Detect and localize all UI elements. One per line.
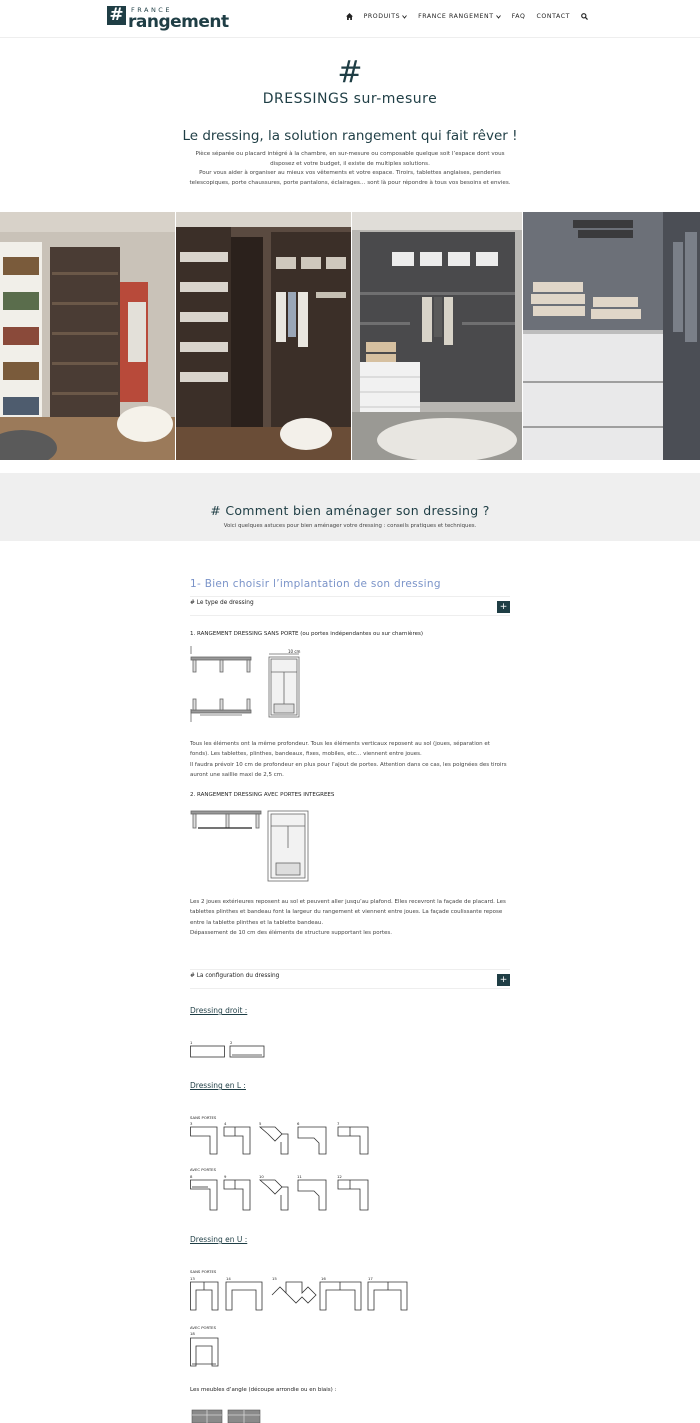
dimension-label: 10 cm [288, 649, 301, 654]
nav-item-produits[interactable]: PRODUITS [364, 13, 408, 20]
gallery-photo-3[interactable] [352, 212, 523, 460]
accordion-label: # Le type de dressing [190, 600, 254, 606]
intro-line-1: Pièce séparée ou placard intégré à la chambre, en sur-mesure ou composable quelque soit l’espace dont vous disposez et votre budget, il existe de multiples solutions. [195, 151, 505, 167]
tips-subtitle: Voici quelques astuces pour bien aménager votre dressing : conseils pratiques et techniques. [223, 523, 477, 529]
logo-small-text: FRANCE [131, 6, 172, 14]
config-number: 12 [337, 1174, 342, 1179]
nav-item-france-rangement[interactable]: FRANCE RANGEMENT [418, 13, 501, 20]
angle-heading: Les meubles d’angle (découpe arrondie ou en biais) : [190, 1387, 337, 1393]
type1-heading: 1. RANGEMENT DRESSING SANS PORTE (ou portes indépendantes ou sur charnières) [190, 631, 423, 637]
search-icon[interactable] [581, 13, 588, 20]
config-number: 6 [297, 1121, 300, 1126]
config-droit-title: Dressing droit : [190, 1006, 248, 1015]
gallery-photo-4[interactable] [523, 212, 700, 460]
type2-text-1: Les 2 joues extérieures reposent au sol et peuvent aller jusqu’au plafond. Elles recevront la façade de placard. Les tablettes plinthes et bandeau font la largeur du rangement et viennent entre joues. La façade coulissante repose entre la tablette plinthes et la tablette bandeau. [190, 899, 506, 926]
diagram-u-sans-portes [190, 1281, 410, 1313]
intro-line-2: Pour vous aider à organiser au mieux vos vêtements et votre espace. Tiroirs, tablettes anglaises, penderies telescopiques, porte chaussures, porte pantalons, éclairages… sont là pour répondre à tous vos besoins et envies. [189, 170, 511, 186]
config-number: 15 [272, 1276, 277, 1281]
config-number: 8 [190, 1174, 193, 1179]
accordion-type-dressing[interactable] [190, 596, 510, 616]
gallery-photo-1[interactable] [0, 212, 175, 460]
config-number: 18 [190, 1331, 195, 1336]
nav-item-faq[interactable]: FAQ [511, 13, 526, 20]
tips-title: # Comment bien aménager son dressing ? [210, 503, 490, 518]
config-subhead: AVEC PORTES [190, 1325, 216, 1330]
type1-text-2: Il faudra prévoir 10 cm de profondeur en plus pour l’ajout de portes. Attention dans ce cas, les poignées des tiroirs auront une saillie maxi de 2,5 cm. [190, 762, 507, 779]
diagram-u-avec-portes [190, 1337, 222, 1369]
config-number: 16 [321, 1276, 326, 1281]
config-number: 17 [368, 1276, 373, 1281]
chevron-down-icon [496, 15, 501, 19]
intro-title: Le dressing, la solution rangement qui fait rêver ! [182, 128, 518, 144]
gallery-photo-2[interactable] [176, 212, 351, 460]
main-nav [346, 13, 588, 20]
expand-button[interactable]: + [497, 974, 510, 986]
config-number: 9 [224, 1174, 227, 1179]
config-subhead: SANS PORTES [190, 1115, 217, 1120]
config-number: 3 [190, 1121, 193, 1126]
config-number: 10 [259, 1174, 264, 1179]
config-number: 14 [226, 1276, 231, 1281]
diagram-meubles-angle [190, 1406, 270, 1423]
home-icon[interactable] [346, 13, 353, 20]
section-title: 1- Bien choisir l’implantation de son dressing [190, 578, 441, 590]
type2-text-2: Dépassement de 10 cm des éléments de structure supportant les portes. [190, 930, 393, 936]
intro-text [185, 150, 515, 188]
chevron-down-icon [402, 15, 407, 19]
diagram-l-avec-portes [190, 1179, 370, 1213]
page-title: DRESSINGS sur-mesure [262, 91, 438, 107]
logo-big-text: rangement [128, 12, 229, 32]
config-number: 1 [190, 1040, 193, 1045]
config-number: 11 [297, 1174, 302, 1179]
config-l-title: Dressing en L : [190, 1081, 246, 1090]
diagram-droit [190, 1044, 270, 1060]
config-subhead: AVEC PORTES [190, 1167, 216, 1172]
photo-gallery [0, 212, 700, 460]
type2-heading: 2. RANGEMENT DRESSING AVEC PORTES INTEGREES [190, 792, 335, 798]
logo-mark: # [107, 6, 126, 25]
nav-item-contact[interactable]: CONTACT [536, 13, 570, 20]
site-header [0, 0, 700, 38]
accordion-configuration[interactable] [190, 969, 510, 989]
config-number: 7 [337, 1121, 340, 1126]
accordion-label: # La configuration du dressing [190, 973, 280, 979]
config-u-title: Dressing en U : [190, 1235, 248, 1244]
config-number: 4 [224, 1121, 227, 1126]
config-subhead: SANS PORTES [190, 1269, 217, 1274]
diagram-avec-portes [190, 808, 315, 883]
expand-button[interactable]: + [497, 601, 510, 613]
diagram-l-sans-portes [190, 1126, 370, 1158]
diagram-sans-porte [190, 644, 310, 724]
config-number: 2 [230, 1040, 233, 1045]
config-number: 5 [259, 1121, 262, 1126]
config-number: 13 [190, 1276, 195, 1281]
hero-hash-mark: # [337, 55, 363, 90]
type1-text-1: Tous les éléments ont la même profondeur. Tous les éléments verticaux reposent au sol (joues, séparation et fonds). Les tablettes, plinthes, bandeaux, fixes, mobiles, etc… viennent entre joues. [190, 741, 490, 758]
logo[interactable] [107, 5, 229, 32]
